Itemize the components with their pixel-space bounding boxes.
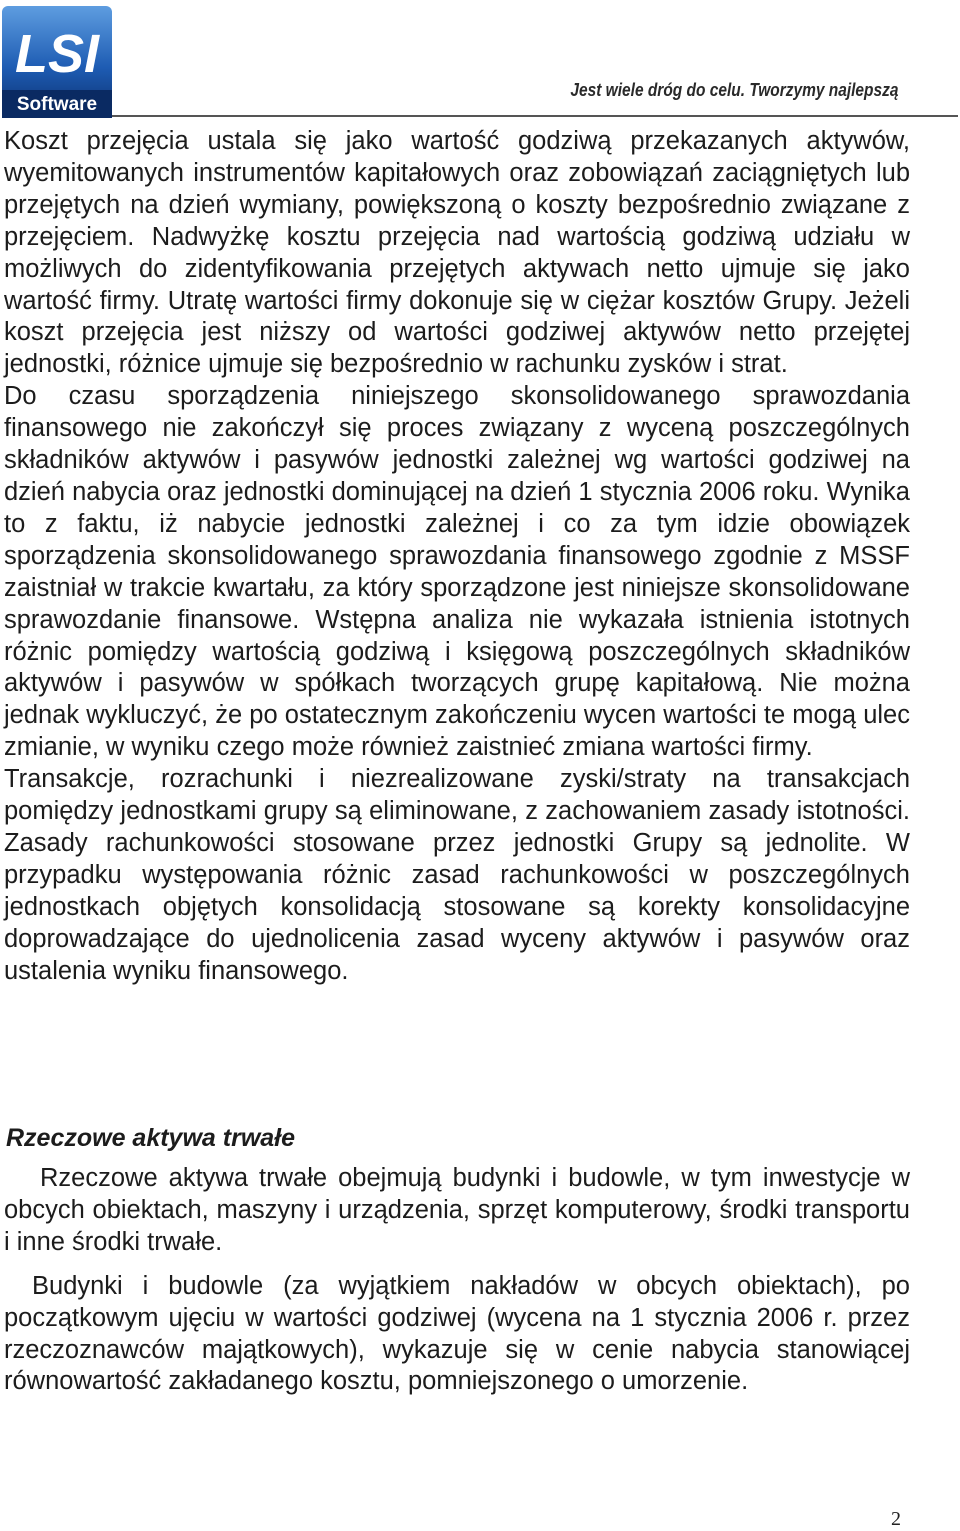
- lsi-software-logo: [2, 6, 112, 118]
- paragraph-acquisition-cost: Koszt przejęcia ustala się jako wartość godziwą przekazanych aktywów, wyemitowanych instrumentów kapitałowych oraz zobowiązań zaciągniętych lub przejętych na dzień wymiany, powiększoną o koszty bezpośrednio związane z przejęciem. Nadwyżkę kosztu przejęcia nad wartością godziwą udziału w możliwych do zidentyfikowania przejętych aktywach netto ujmuje się jako wartość firmy. Utratę wartości firmy dokonuje się w ciężar kosztów Grupy. Jeżeli koszt przejęcia jest niższy od wartości godziwej aktywów netto przejętej jednostki, różnice ujmuje się bezpośrednio w rachunku zysków i strat.: [4, 127, 910, 379]
- document-body: [4, 126, 910, 987]
- paragraph-buildings-valuation: Budynki i budowle (za wyjątkiem nakładów w obcych obiektach), po początkowym ujęciu w wartości godziwej (wycena na 1 stycznia 2006 r. przez rzeczoznawców majątkowych), wykazuje się w cenie nabycia stanowiącej równowartość zakładanego kosztu, pomniejszonego o umorzenie.: [4, 1271, 910, 1396]
- section-body: [4, 1163, 910, 1398]
- header-tagline: Jest wiele dróg do celu. Tworzymy najlepszą: [569, 80, 898, 100]
- page-number: 2: [891, 1508, 901, 1530]
- logo-software-word: Software: [16, 94, 98, 115]
- logo-letters: LSI: [14, 24, 100, 84]
- logo-graphic: [2, 6, 112, 118]
- paragraph-fixed-assets-scope: Rzeczowe aktywa trwałe obejmują budynki i budowle, w tym inwestycje w obcych obiektach, maszyny i urządzenia, sprzęt komputerowy, środki transportu i inne środki trwałe.: [4, 1164, 910, 1256]
- header-divider: [112, 115, 958, 117]
- paragraph-valuation-status: Do czasu sporządzenia niniejszego skonsolidowanego sprawozdania finansowego nie zakończył się proces związany z wyceną poszczególnych składników aktywów i pasywów jednostki zależnej wg wartości godziwej na dzień nabycia oraz jednostki dominującej na dzień 1 stycznia 2006 roku. Wynika to z faktu, iż nabycie jednostki zależnej i co za tym idzie obowiązek sporządzenia skonsolidowanego sprawozdania finansowego zgodnie z MSSF zaistniał w trakcie kwartału, za który sporządzone jest niniejsze skonsolidowane sprawozdanie finansowe. Wstępna analiza nie wykazała istnienia istotnych różnic pomiędzy wartością godziwą i księgową poszczególnych składników aktywów i pasywów w spółkach tworzących grupę kapitałową. Nie można jednak wykluczyć, że po ostatecznym zakończeniu wycen wartości te mogą ulec zmianie, w wyniku czego może również zaistnieć zmiana wartości firmy.: [4, 382, 910, 762]
- section-heading: Rzeczowe aktywa trwałe: [6, 1124, 296, 1152]
- page-header: [0, 0, 960, 125]
- paragraph-transactions: Transakcje, rozrachunki i niezrealizowane zyski/straty na transakcjach pomiędzy jednostkami grupy są eliminowane, z zachowaniem zasady istotności. Zasady rachunkowości stosowane przez jednostki Grupy są jednolite. W przypadku występowania różnic zasad rachunkowości w poszczególnych jednostkach objętych konsolidacją stosowane są korekty konsolidacyjne doprowadzające do ujednolicenia zasad wyceny aktywów i pasywów oraz ustalenia wyniku finansowego.: [4, 765, 910, 985]
